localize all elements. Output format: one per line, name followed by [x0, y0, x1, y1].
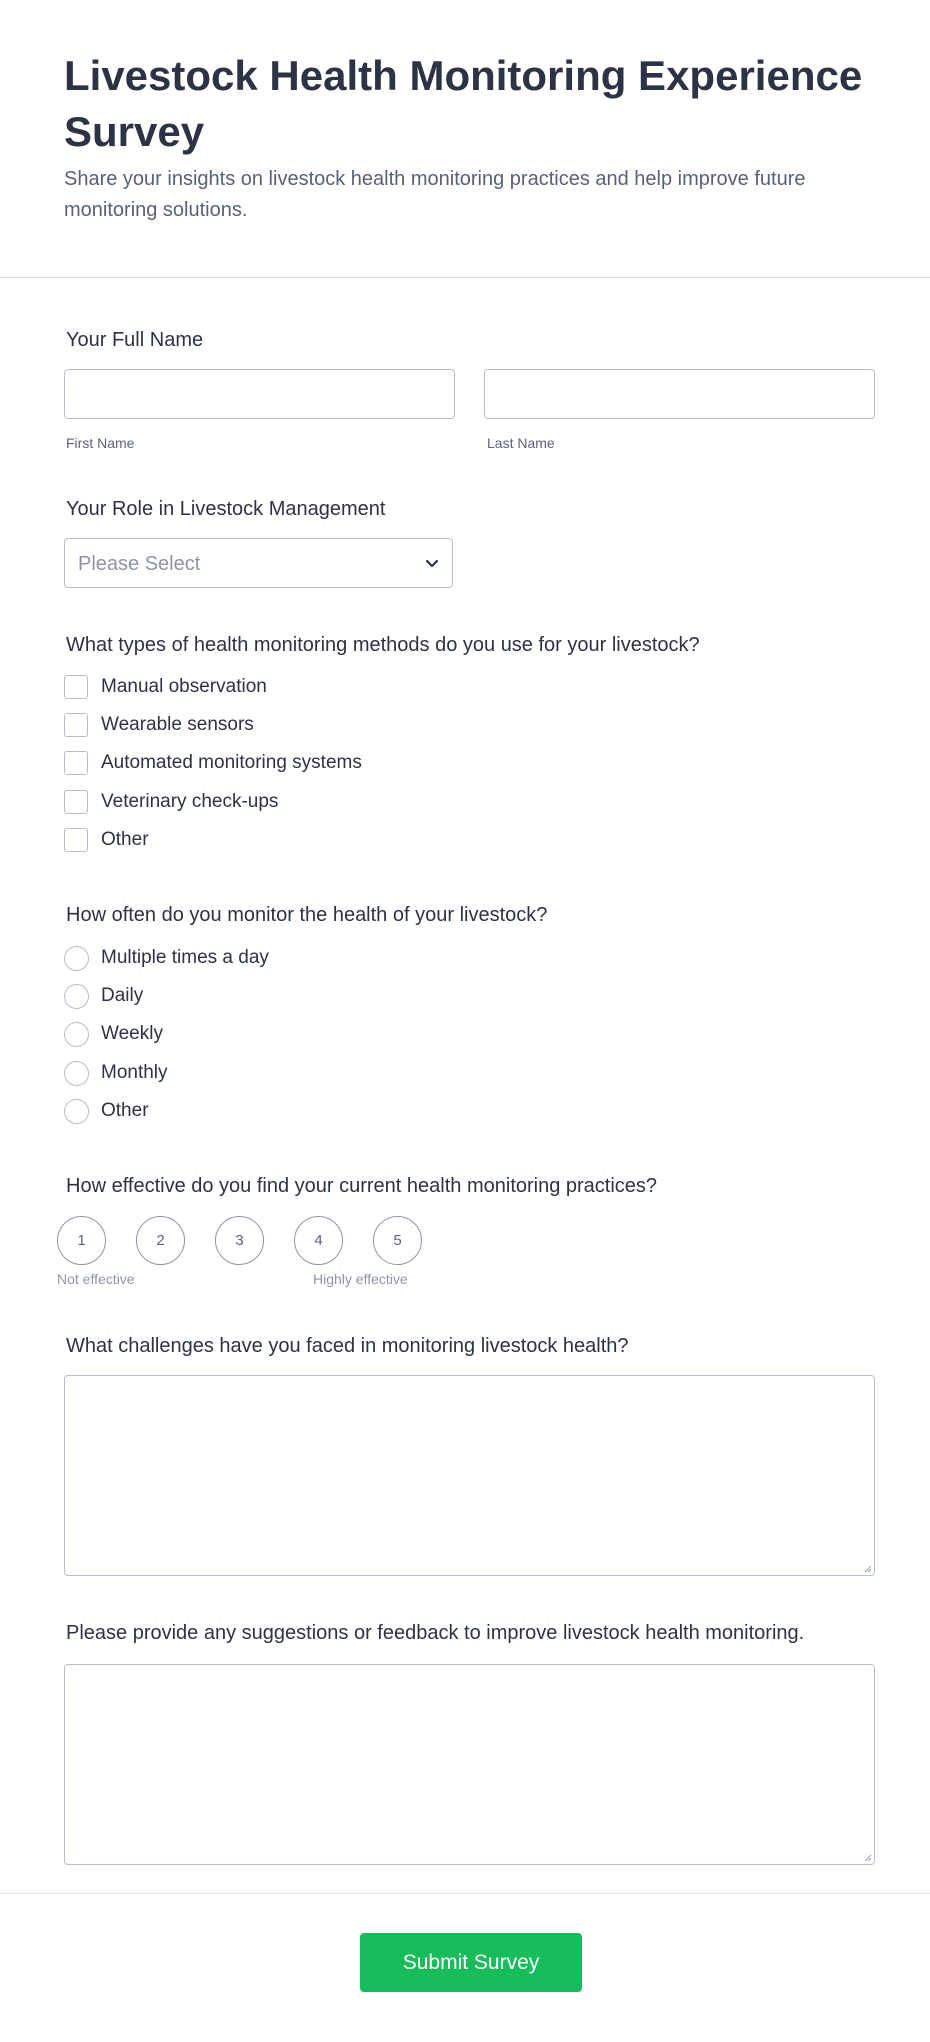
suggestions-label: Please provide any suggestions or feedback to improve livestock health monitoring.	[66, 1622, 805, 1644]
option-label: Weekly	[101, 1023, 163, 1044]
checkbox[interactable]	[64, 751, 88, 775]
submit-button[interactable]: Submit Survey	[360, 1933, 582, 1992]
first-name-input[interactable]	[64, 369, 455, 419]
rating-min-label: Not effective	[57, 1271, 135, 1287]
checkbox[interactable]	[64, 828, 88, 852]
role-select-value: Please Select	[78, 553, 201, 575]
rating-max-label: Highly effective	[313, 1271, 408, 1287]
checkbox[interactable]	[64, 790, 88, 814]
rating-option-2[interactable]: 2	[136, 1216, 185, 1265]
option-label: Automated monitoring systems	[101, 752, 362, 773]
option-label: Multiple times a day	[101, 947, 269, 968]
full-name-label: Your Full Name	[66, 329, 204, 351]
rating-option-1[interactable]: 1	[57, 1216, 106, 1265]
methods-label: What types of health monitoring methods do you use for your livestock?	[66, 634, 700, 656]
role-select[interactable]	[64, 538, 453, 588]
option-label: Manual observation	[101, 676, 267, 697]
radio-button[interactable]	[64, 1061, 89, 1086]
suggestions-textarea[interactable]	[64, 1664, 875, 1865]
form-header	[0, 0, 930, 278]
footer-divider	[0, 1893, 930, 1894]
radio-button[interactable]	[64, 1022, 89, 1047]
option-label: Wearable sensors	[101, 714, 254, 735]
last-name-input[interactable]	[484, 369, 875, 419]
frequency-label: How often do you monitor the health of your livestock?	[66, 904, 548, 926]
effectiveness-label: How effective do you find your current health monitoring practices?	[66, 1175, 658, 1197]
resize-handle-icon[interactable]	[862, 1852, 872, 1862]
rating-option-3[interactable]: 3	[215, 1216, 264, 1265]
option-label: Daily	[101, 985, 144, 1006]
radio-button[interactable]	[64, 1099, 89, 1124]
page-title: Livestock Health Monitoring Experience Survey	[64, 52, 863, 155]
checkbox[interactable]	[64, 713, 88, 737]
first-name-sublabel: First Name	[66, 435, 135, 451]
role-label: Your Role in Livestock Management	[66, 498, 386, 520]
rating-option-4[interactable]: 4	[294, 1216, 343, 1265]
radio-button[interactable]	[64, 984, 89, 1009]
option-label: Other	[101, 1100, 149, 1121]
option-label: Other	[101, 829, 149, 850]
page-subtitle: Share your insights on livestock health monitoring practices and help improve future monitoring solutions.	[64, 168, 806, 221]
option-label: Veterinary check-ups	[101, 791, 279, 812]
checkbox[interactable]	[64, 675, 88, 699]
radio-button[interactable]	[64, 946, 89, 971]
last-name-sublabel: Last Name	[487, 435, 555, 451]
resize-handle-icon[interactable]	[862, 1563, 872, 1573]
option-label: Monthly	[101, 1062, 168, 1083]
challenges-label: What challenges have you faced in monitoring livestock health?	[66, 1335, 629, 1357]
rating-option-5[interactable]: 5	[373, 1216, 422, 1265]
chevron-down-icon	[424, 555, 440, 571]
challenges-textarea[interactable]	[64, 1375, 875, 1576]
